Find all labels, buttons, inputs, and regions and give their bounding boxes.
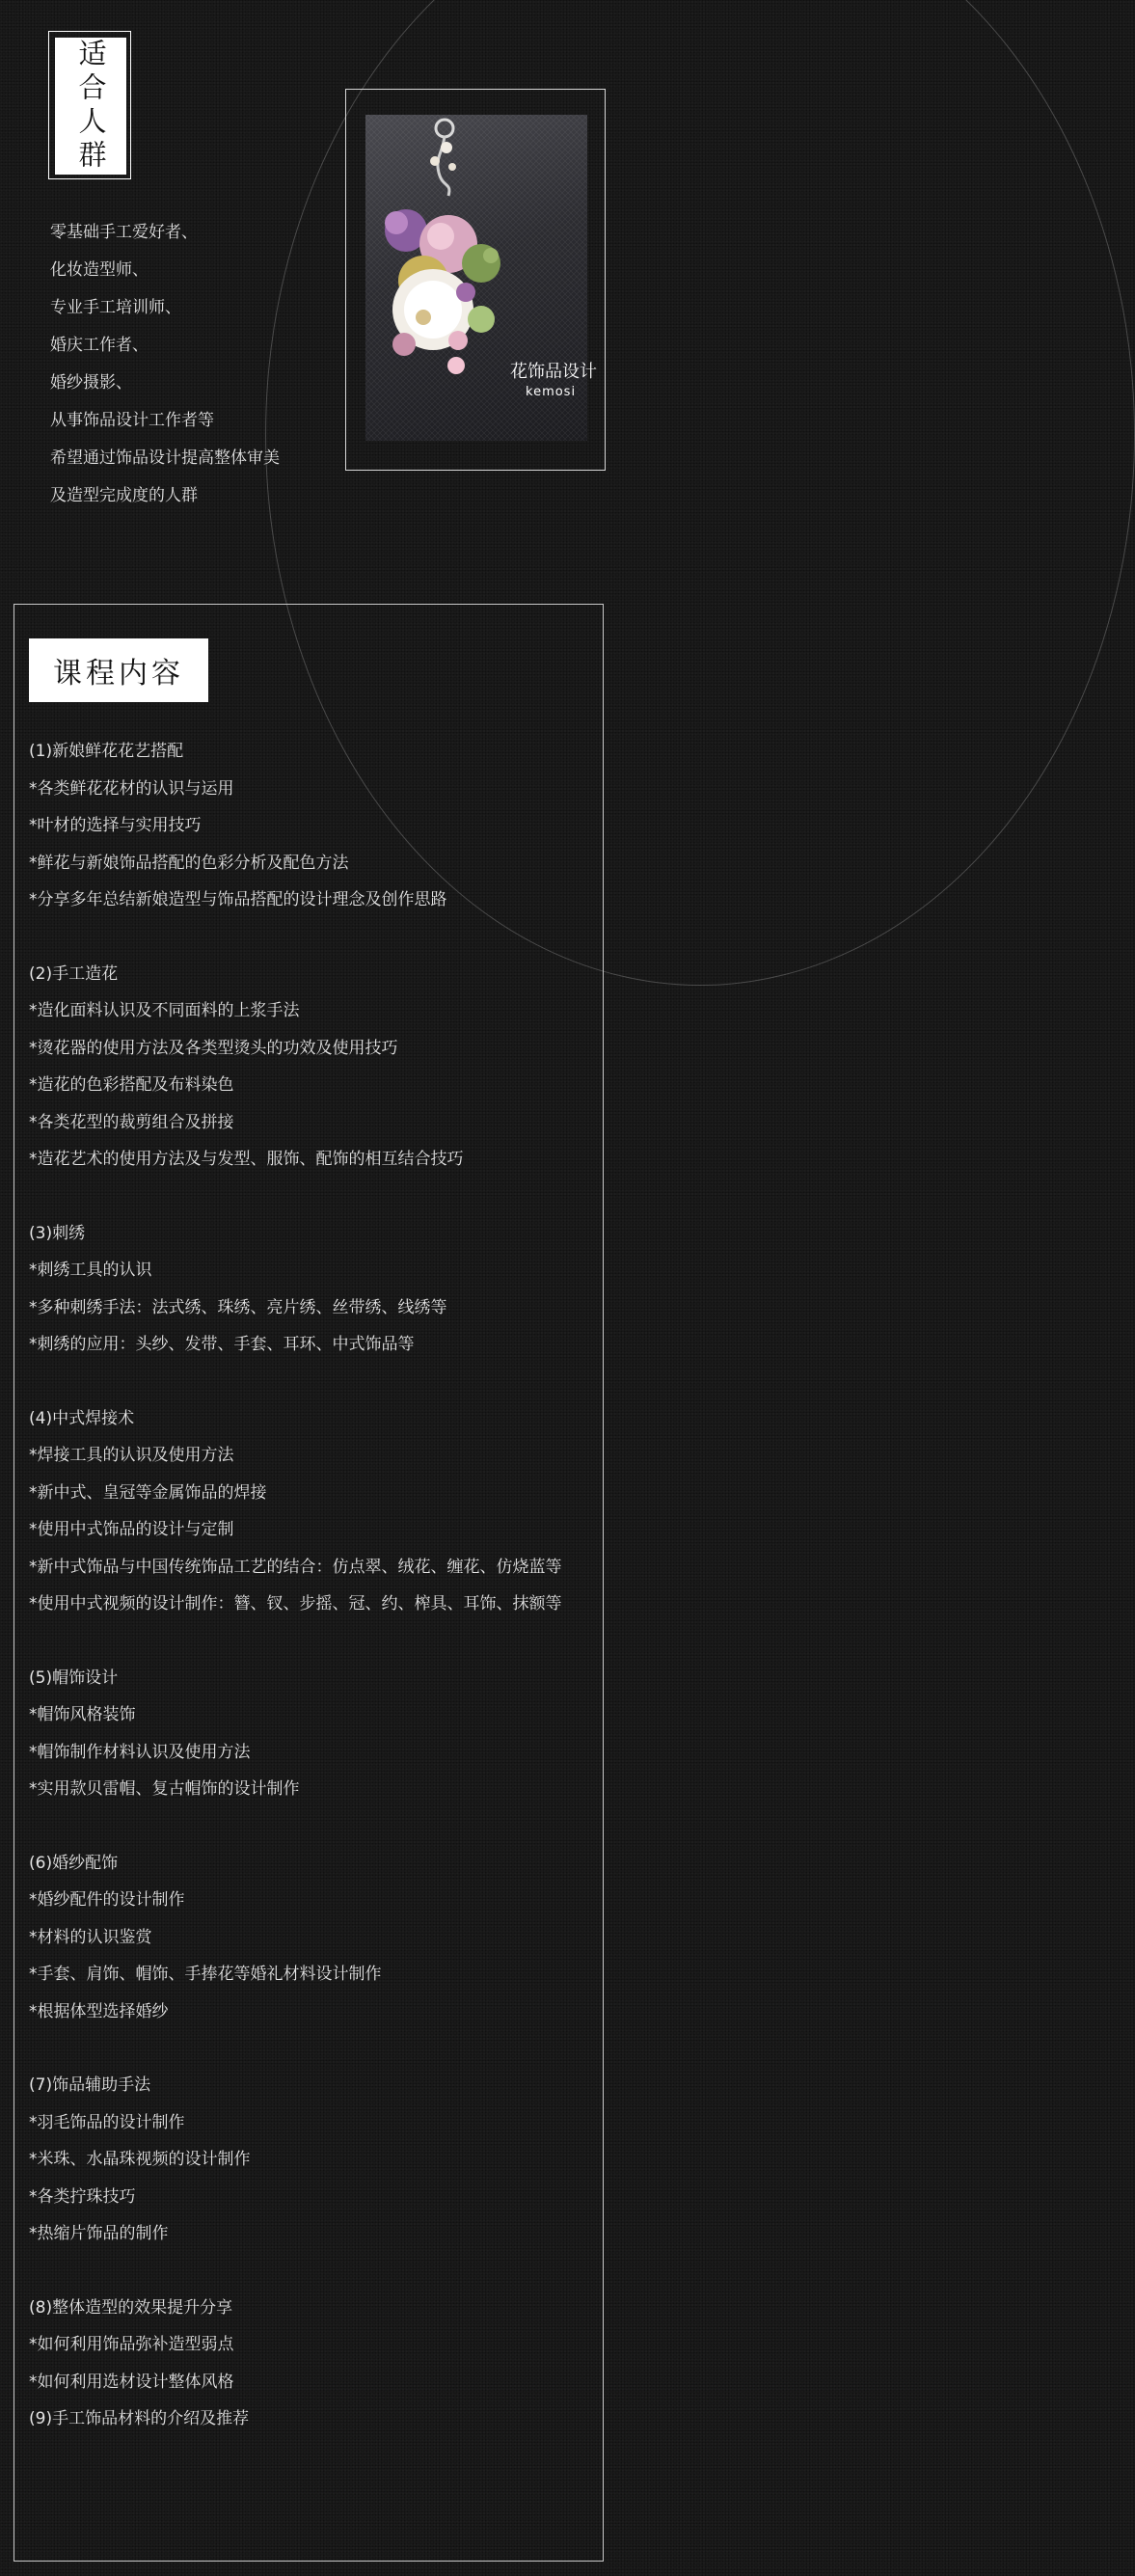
section-heading: (2)手工造花 <box>29 963 119 984</box>
section-item: *使用中式视频的设计制作：簪、钗、步摇、冠、约、榨具、耳饰、抹额等 <box>29 1594 562 1613</box>
audience-title-panel <box>55 38 126 175</box>
audience-item: 零基础手工爱好者、 <box>50 223 198 242</box>
course-section <box>29 733 569 919</box>
section-item: *叶材的选择与实用技巧 <box>29 816 202 835</box>
section-heading: (1)新娘鲜花花艺搭配 <box>29 742 184 761</box>
section-item: *手套、肩饰、帽饰、手捧花等婚礼材料设计制作 <box>29 1965 382 1984</box>
photo-frame <box>345 89 606 471</box>
course-section <box>29 956 569 1179</box>
section-item: *各类拧珠技巧 <box>29 2186 136 2207</box>
course-section <box>29 1400 569 1623</box>
audience-title-box <box>48 31 131 179</box>
section-heading: (7)饰品辅助手法 <box>29 2075 151 2095</box>
section-item: *鲜花与新娘饰品搭配的色彩分析及配色方法 <box>29 853 349 873</box>
section-item: *各类鲜花花材的认识与运用 <box>29 778 234 799</box>
audience-item: 专业手工培训师、 <box>50 298 181 317</box>
section-item: *多种刺绣手法：法式绣、珠绣、亮片绣、丝带绣、线绣等 <box>29 1297 447 1317</box>
section-item: *造花的色彩搭配及布料染色 <box>29 1075 234 1095</box>
section-heading: (3)刺绣 <box>29 1223 86 1243</box>
section-item: *材料的认识鉴赏 <box>29 1927 152 1947</box>
course-content <box>29 733 569 2438</box>
section-item: *如何利用选材设计整体风格 <box>29 2372 234 2392</box>
audience-item: 希望通过饰品设计提高整体审美 <box>50 448 280 468</box>
section-item: *各类花型的裁剪组合及拼接 <box>29 1112 234 1132</box>
section-heading: (8)整体造型的效果提升分享 <box>29 2297 233 2318</box>
section-item: *帽饰风格装饰 <box>29 1705 136 1724</box>
section-item: *造化面料认识及不同面料的上浆手法 <box>29 1001 300 1020</box>
section-heading: (6)婚纱配饰 <box>29 1853 119 1873</box>
section-item: *帽饰制作材料认识及使用方法 <box>29 1742 251 1762</box>
section-heading: (4)中式焊接术 <box>29 1408 135 1428</box>
course-section <box>29 2067 569 2253</box>
section-heading: (9)手工饰品材料的介绍及推荐 <box>29 2409 250 2428</box>
section-item: *根据体型选择婚纱 <box>29 2001 169 2021</box>
section-item: *热缩片饰品的制作 <box>29 2224 169 2243</box>
section-item: *造花艺术的使用方法及与发型、服饰、配饰的相互结合技巧 <box>29 1150 464 1169</box>
course-section <box>29 1215 569 1364</box>
section-item: *米珠、水晶珠视频的设计制作 <box>29 2150 251 2169</box>
section-item: *刺绣的应用：头纱、发带、手套、耳环、中式饰品等 <box>29 1335 415 1354</box>
course-section <box>29 1660 569 1808</box>
course-section <box>29 1845 569 2031</box>
photo-caption: 花饰品设计 <box>510 362 597 382</box>
section-item: *烫花器的使用方法及各类型烫头的功效及使用技巧 <box>29 1038 398 1058</box>
audience-list <box>50 214 378 515</box>
audience-item: 及造型完成度的人群 <box>50 486 198 505</box>
audience-title: 适合人群 <box>74 39 108 174</box>
section-item: *新中式、皇冠等金属饰品的焊接 <box>29 1482 267 1503</box>
audience-item: 婚庆工作者、 <box>50 336 149 355</box>
course-title: 课程内容 <box>29 638 208 702</box>
flower-earring-photo <box>365 115 597 441</box>
section-item: *焊接工具的认识及使用方法 <box>29 1446 234 1465</box>
audience-item: 化妆造型师、 <box>50 260 149 280</box>
course-section <box>29 2290 569 2438</box>
section-item: *分享多年总结新娘造型与饰品搭配的设计理念及创作思路 <box>29 890 447 909</box>
section-item: *使用中式饰品的设计与定制 <box>29 1520 234 1539</box>
section-item: *新中式饰品与中国传统饰品工艺的结合：仿点翠、绒花、缠花、仿烧蓝等 <box>29 1557 562 1577</box>
section-item: *刺绣工具的认识 <box>29 1261 152 1280</box>
section-item: *实用款贝雷帽、复古帽饰的设计制作 <box>29 1779 300 1799</box>
audience-item: 婚纱摄影、 <box>50 373 132 393</box>
section-item: *羽毛饰品的设计制作 <box>29 2112 185 2132</box>
section-item: *如何利用饰品弥补造型弱点 <box>29 2335 234 2354</box>
audience-item: 从事饰品设计工作者等 <box>50 411 214 430</box>
section-item: *婚纱配件的设计制作 <box>29 1890 185 1910</box>
photo-subcaption: kemosi <box>526 385 577 399</box>
section-heading: (5)帽饰设计 <box>29 1668 119 1688</box>
